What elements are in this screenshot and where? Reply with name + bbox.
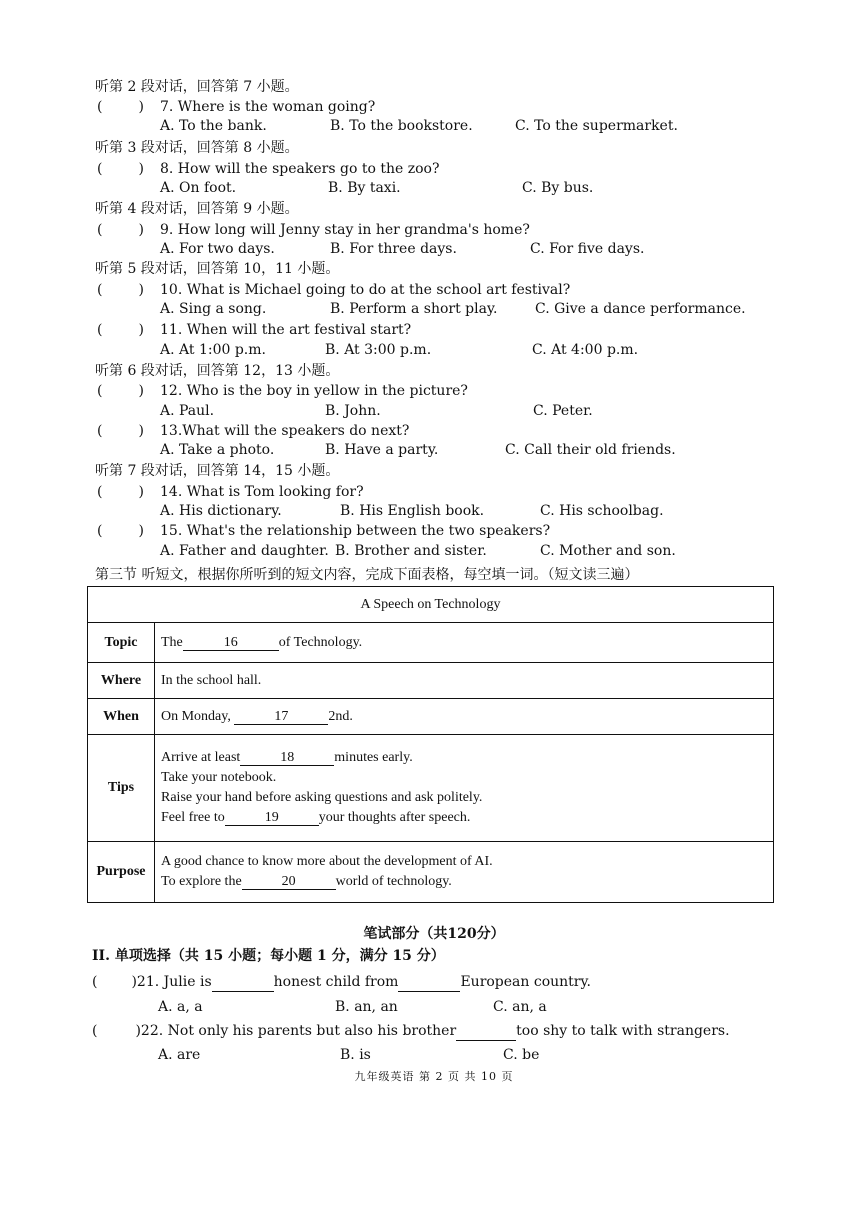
section-header: 听第 7 段对话，回答第 14，15 小题。 (95, 463, 340, 479)
row-tips (155, 735, 774, 842)
option-c: C. Give a dance performance. (535, 301, 746, 317)
option-c: C. To the supermarket. (515, 118, 678, 134)
tips-line-3: Raise your hand before asking questions and ask politely. (161, 790, 483, 805)
section3-header: 第三节 听短文，根据你所听到的短文内容，完成下面表格，每空填一词。（短文读三遍） (95, 567, 639, 583)
tips-line-1: Arrive at least 18 minutes early. (161, 750, 413, 765)
question-stem: 13.What will the speakers do next? (160, 423, 410, 439)
row-label-where: Where (88, 663, 155, 699)
speech-table (87, 586, 774, 903)
option-b: B. His English book. (340, 503, 485, 519)
option-a: A. On foot. (160, 180, 237, 196)
section-header: 听第 4 段对话，回答第 9 小题。 (95, 201, 299, 217)
blank-19: 19 (225, 810, 319, 826)
option-b: B. For three days. (330, 241, 457, 257)
question-22: ( )22. Not only his parents but also his brother too shy to talk with strangers. (92, 1023, 730, 1039)
section2-header: II. 单项选择（共 15 小题；每小题 1 分，满分 15 分） (92, 948, 445, 964)
purpose-line-2: To explore the 20 world of technology. (161, 874, 452, 889)
option-b: B. To the bookstore. (330, 118, 473, 134)
option-a: A. For two days. (160, 241, 275, 257)
table-title: A Speech on Technology (88, 587, 774, 623)
row-label-when: When (88, 699, 155, 735)
question-paren: ( ) (97, 484, 144, 500)
option-a: A. At 1:00 p.m. (160, 342, 266, 358)
blank-16: 16 (183, 635, 279, 651)
question-stem: 15. What's the relationship between the two speakers? (160, 523, 551, 539)
question-21: ( )21. Julie is honest child from European country. (92, 974, 591, 990)
option-b: B. At 3:00 p.m. (325, 342, 432, 358)
option-a: A. Sing a song. (160, 301, 267, 317)
question-stem: 12. Who is the boy in yellow in the picture? (160, 383, 468, 399)
question-stem: 9. How long will Jenny stay in her grandma's home? (160, 222, 530, 238)
option-b: B. Have a party. (325, 442, 439, 458)
section-header: 听第 6 段对话，回答第 12，13 小题。 (95, 363, 340, 379)
section-header: 听第 2 段对话，回答第 7 小题。 (95, 79, 299, 95)
row-where: In the school hall. (155, 663, 774, 699)
option-b: B. an, an (335, 999, 398, 1015)
question-paren: ( ) (97, 523, 144, 539)
row-purpose (155, 842, 774, 903)
question-stem: 11. When will the art festival start? (160, 322, 412, 338)
option-c: C. Mother and son. (540, 543, 676, 559)
row-label-purpose: Purpose (88, 842, 155, 903)
question-stem: 10. What is Michael going to do at the school art festival? (160, 282, 571, 298)
blank-20: 20 (242, 874, 336, 890)
question-stem: 14. What is Tom looking for? (160, 484, 364, 500)
option-c: C. Call their old friends. (505, 442, 676, 458)
page-footer: 九年级英语 第 2 页 共 10 页 (354, 1070, 514, 1083)
option-c: C. By bus. (522, 180, 594, 196)
question-paren: ( ) (97, 282, 144, 298)
question-stem: 7. Where is the woman going? (160, 99, 376, 115)
option-a: A. Paul. (160, 403, 215, 419)
option-b: B. is (340, 1047, 371, 1063)
row-label-tips: Tips (88, 735, 155, 842)
row-when: On Monday, 17 2nd. (155, 699, 774, 735)
row-label-topic: Topic (88, 623, 155, 663)
option-a: A. His dictionary. (160, 503, 282, 519)
blank-18: 18 (240, 750, 334, 766)
option-a: A. To the bank. (160, 118, 267, 134)
question-paren: ( ) (97, 322, 144, 338)
question-paren: ( ) (97, 161, 144, 177)
option-a: A. Father and daughter. (160, 543, 329, 559)
option-a: A. a, a (158, 999, 203, 1015)
option-b: B. John. (325, 403, 381, 419)
question-paren: ( ) (97, 423, 144, 439)
option-a: A. are (158, 1047, 201, 1063)
option-b: B. Brother and sister. (335, 543, 487, 559)
question-paren: ( ) (97, 222, 144, 238)
option-c: C. At 4:00 p.m. (532, 342, 639, 358)
question-stem: 8. How will the speakers go to the zoo? (160, 161, 440, 177)
option-c: C. Peter. (533, 403, 593, 419)
row-topic: The 16 of Technology. (155, 623, 774, 663)
option-b: B. By taxi. (328, 180, 401, 196)
option-c: C. His schoolbag. (540, 503, 664, 519)
question-paren: ( ) (97, 383, 144, 399)
tips-line-4: Feel free to 19 your thoughts after speech. (161, 810, 471, 825)
option-c: C. be (503, 1047, 540, 1063)
purpose-line-1: A good chance to know more about the development of AI. (161, 854, 493, 869)
option-a: A. Take a photo. (160, 442, 275, 458)
option-c: C. an, a (493, 999, 547, 1015)
section-header: 听第 5 段对话，回答第 10，11 小题。 (95, 261, 340, 277)
option-b: B. Perform a short play. (330, 301, 498, 317)
blank-17: 17 (234, 709, 328, 725)
option-c: C. For five days. (530, 241, 645, 257)
tips-line-2: Take your notebook. (161, 770, 277, 785)
written-title: 笔试部分（共120分） (363, 926, 505, 942)
section-header: 听第 3 段对话，回答第 8 小题。 (95, 140, 299, 156)
question-paren: ( ) (97, 99, 144, 115)
